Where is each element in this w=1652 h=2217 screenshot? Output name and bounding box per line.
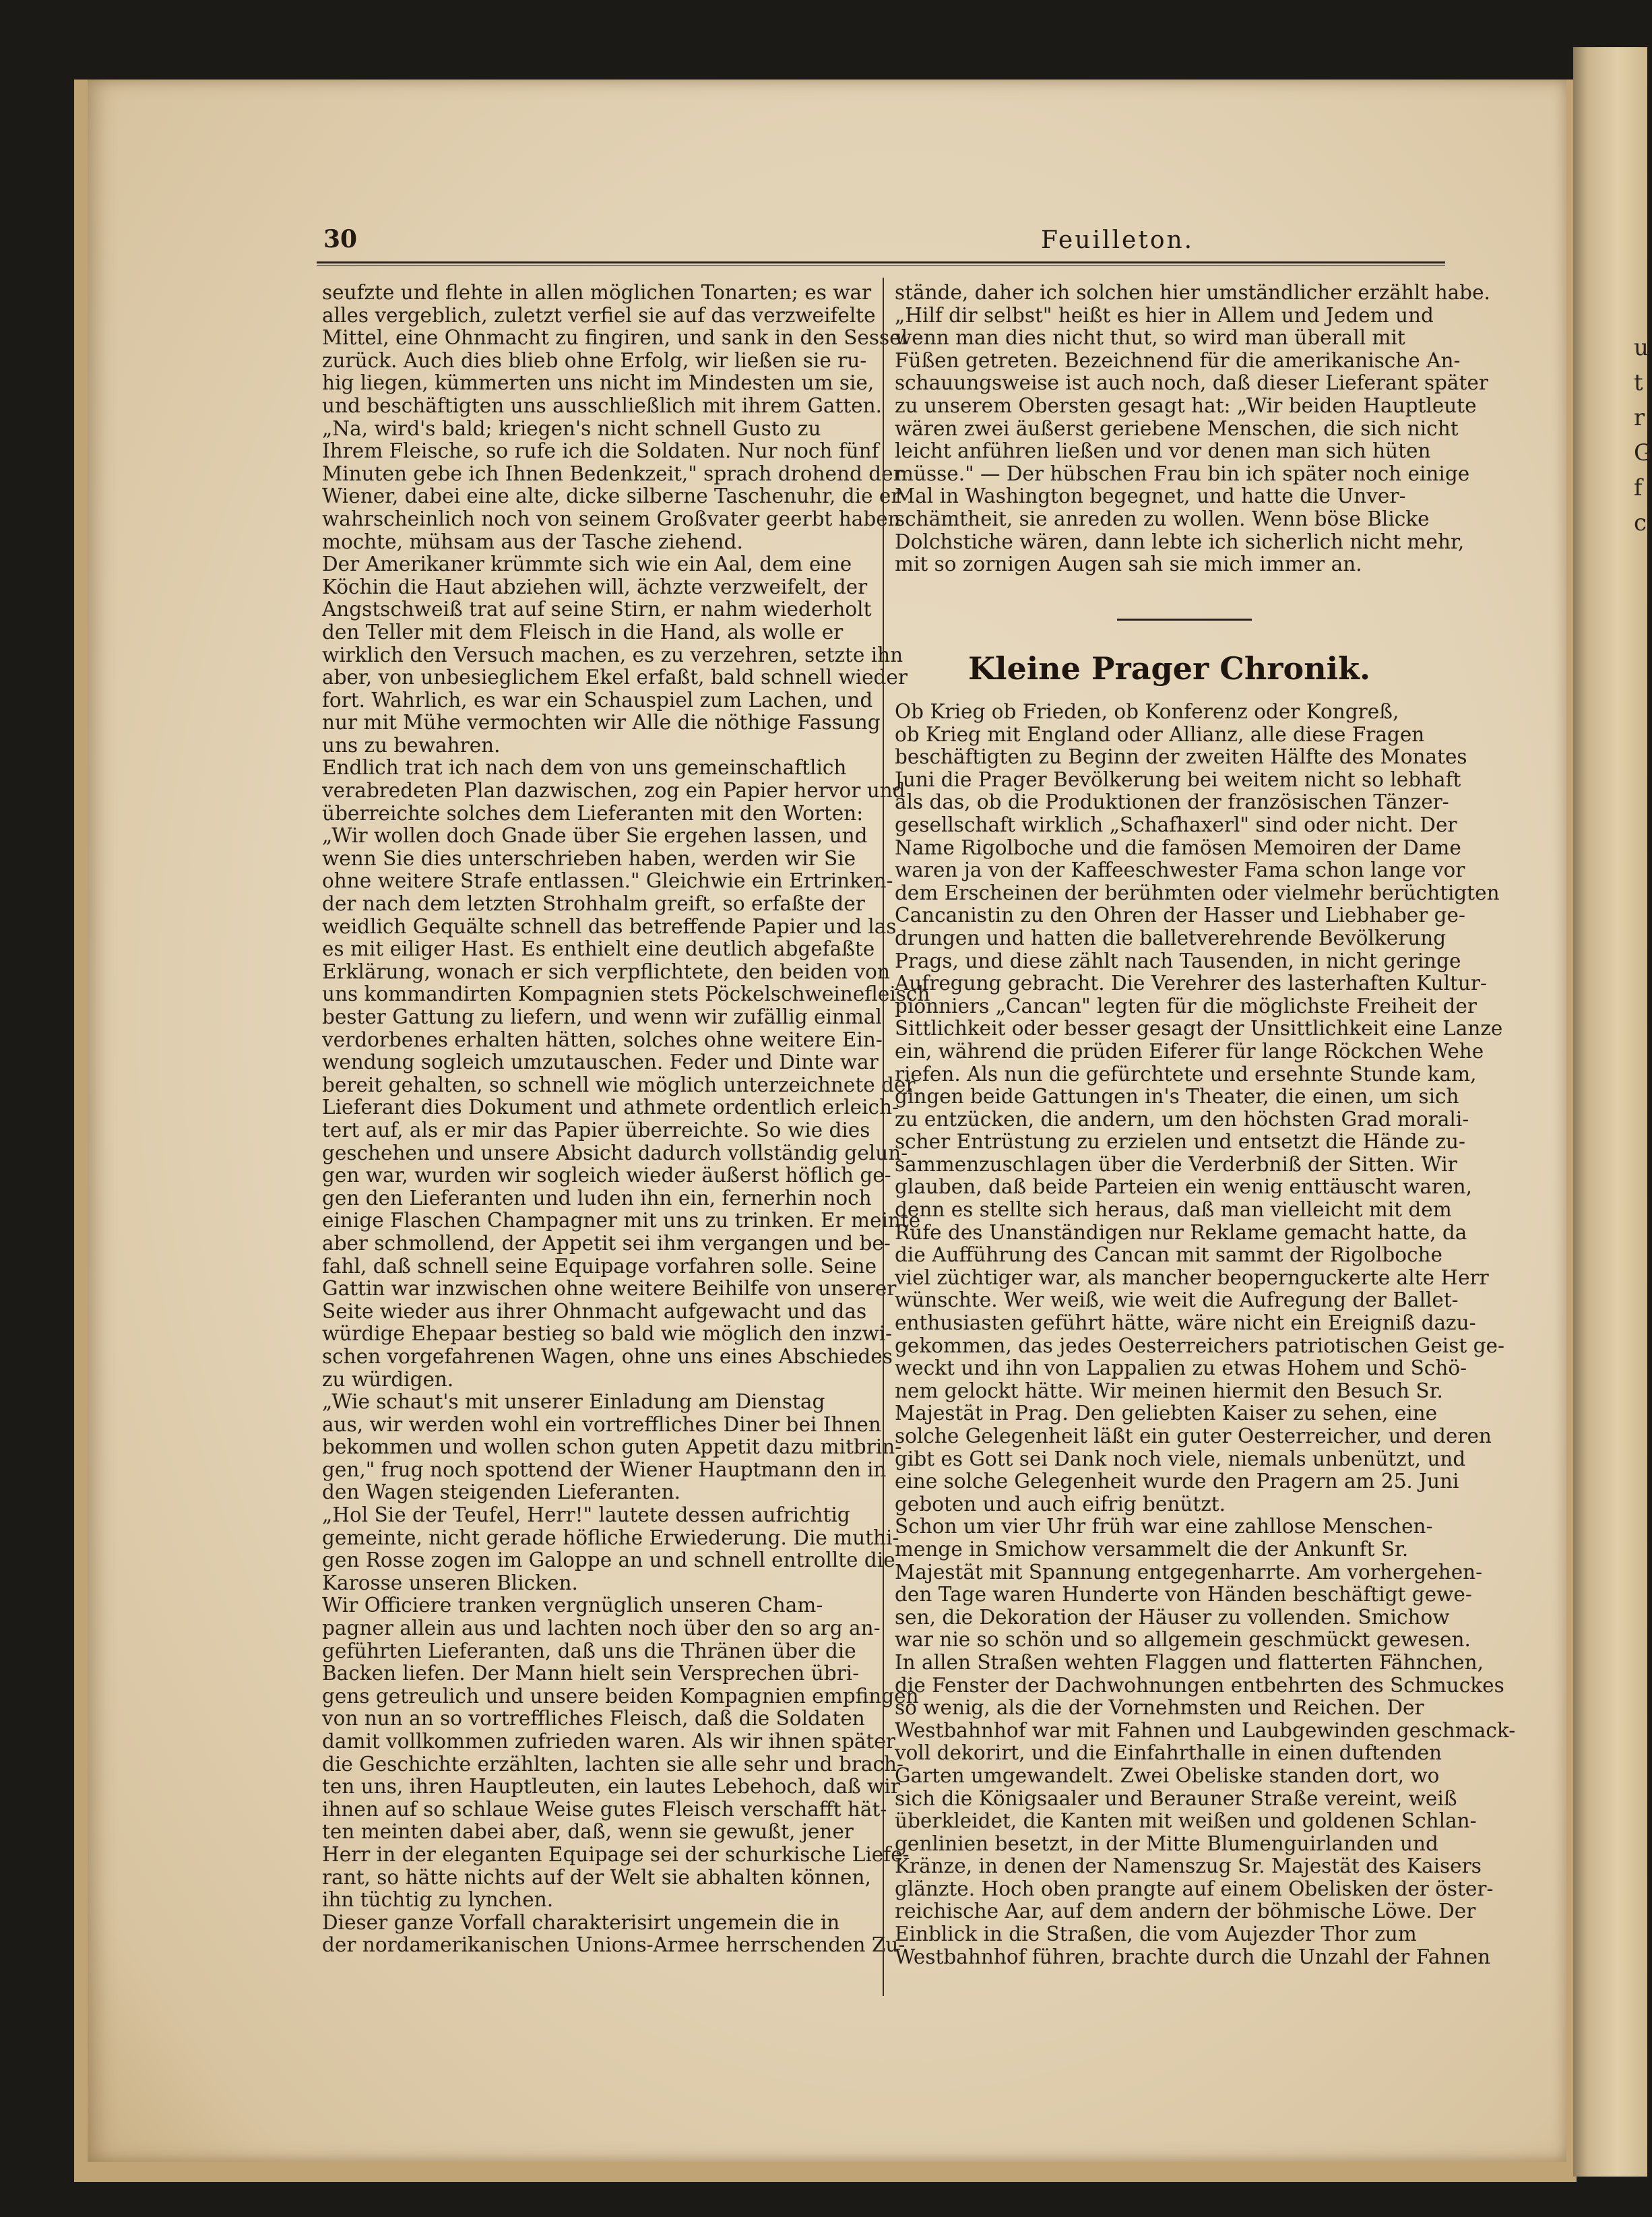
text-line: drungen und hatten die balletverehrende Bevölkerung [895,926,1447,949]
text-line: alles vergeblich, zuletzt verfiel sie auf das verzweifelte [322,303,876,327]
text-line: Seite wieder aus ihrer Ohnmacht aufgewacht und das [322,1299,867,1323]
margin-fragment: r [1634,404,1645,431]
margin-fragment: G [1634,439,1652,466]
text-line: Schon um vier Uhr früh war eine zahllose Menschen- [895,1515,1433,1538]
text-line: geführten Lieferanten, daß uns die Thränen über die [322,1639,856,1662]
text-line: gemeinte, nicht gerade höfliche Erwiederung. Die muthi- [322,1526,899,1549]
text-line: sich die Königsaaler und Berauner Straße vereint, weiß [895,1786,1457,1810]
text-line: gesellschaft wirklich „Schafhaxerl" sind oder nicht. Der [895,813,1457,836]
column-divider [883,278,884,1996]
text-line: den Teller mit dem Fleisch in die Hand, als wolle er [322,620,844,644]
text-line: aus, wir werden wohl ein vortreffliches Diner bei Ihnen [322,1412,881,1436]
text-line: Westbahnhof führen, brachte durch die Unzahl der Fahnen [895,1945,1491,1968]
text-line: Aufregung gebracht. Die Verehrer des lasterhaften Kultur- [895,972,1487,995]
text-line: Dolchstiche wären, dann lebte ich sicherlich nicht mehr, [895,530,1465,553]
text-line: Einblick in die Straßen, die vom Aujezder Thor zum [895,1923,1417,1946]
page-header [236,222,1442,263]
text-line: Ob Krieg ob Frieden, ob Konferenz oder Kongreß, [895,700,1399,723]
right-column-bottom [895,700,1516,1968]
left-column [322,281,930,1957]
text-line: eine solche Gelegenheit wurde den Pragern am 25. Juni [895,1470,1459,1493]
text-line: pagner allein aus und lachten noch über den so arg an- [322,1617,881,1640]
text-line: Juni die Prager Bevölkerung bei weitem nicht so lebhaft [895,768,1461,791]
text-line: mit so zornigen Augen sah sie mich immer an. [895,553,1362,576]
section-separator-rule [1117,619,1252,621]
text-line: ihn tüchtig zu lynchen. [322,1888,554,1912]
text-line: bereit gehalten, so schnell wie möglich unterzeichnete der [322,1073,916,1096]
text-line: weckt und ihn von Lappalien zu etwas Hohem und Schö- [895,1356,1467,1380]
text-line: sen, die Dekoration der Häuser zu vollenden. Smichow [895,1605,1450,1629]
text-line: Wiener, dabei eine alte, dicke silberne Taschenuhr, die er [322,485,901,508]
text-line: Mal in Washington begegnet, und hatte die Unver- [895,485,1406,508]
text-line: dem Erscheinen der berühmten oder vielmehr berüchtigten [895,881,1500,904]
text-line: „Na, wird's bald; kriegen's nicht schnell Gusto zu [322,416,821,440]
text-line: Garten umgewandelt. Zwei Obeliske standen dort, wo [895,1763,1440,1787]
text-line: zu entzücken, die andern, um den höchsten Grad morali- [895,1107,1469,1131]
margin-fragment: c [1634,509,1647,536]
text-line: verdorbenes erhalten hätten, solches ohne weitere Ein- [322,1028,883,1051]
text-line: nur mit Mühe vermochten wir Alle die nöthige Fassung [322,711,881,735]
text-line: Endlich trat ich nach dem von uns gemeinschaftlich [322,756,847,780]
text-line: uns zu bewahren. [322,733,501,757]
text-line: bekommen und wollen schon guten Appetit dazu mitbrin- [322,1435,902,1459]
text-line: verabredeten Plan dazwischen, zog ein Papier hervor und [322,779,906,803]
right-column-top [895,281,1490,576]
text-line: beschäftigten zu Beginn der zweiten Hälfte des Monates [895,745,1467,769]
text-line: wenn man dies nicht thut, so wird man überall mit [895,326,1405,350]
text-line: zu unserem Obersten gesagt hat: „Wir beiden Hauptleute [895,394,1477,417]
text-line: Dieser ganze Vorfall charakterisirt ungemein die in [322,1910,840,1934]
text-line: rant, so hätte nichts auf der Welt sie abhalten können, [322,1865,871,1889]
text-line: stände, daher ich solchen hier umständlicher erzählt habe. [895,281,1490,304]
text-line: pionniers „Cancan" legten für die möglichste Freiheit der [895,994,1477,1018]
margin-fragment: u [1634,334,1649,361]
text-line: glänzte. Hoch oben prangte auf einem Obelisken der öster- [895,1877,1494,1900]
text-line: „Hol Sie der Teufel, Herr!" lautete dessen aufrichtig [322,1503,850,1527]
text-line: schauungsweise ist auch noch, daß dieser Lieferant später [895,371,1488,395]
text-line: gekommen, das jedes Oesterreichers patriotischen Geist ge- [895,1334,1504,1357]
text-line: der nordamerikanischen Unions-Armee herrschenden Zu- [322,1933,906,1957]
text-line: Mittel, eine Ohnmacht zu fingiren, und sank in den Sessel [322,326,908,350]
text-line: seufzte und flehte in allen möglichen Tonarten; es war [322,281,872,304]
text-line: geschehen und unsere Absicht dadurch vollständig gelun- [322,1141,908,1164]
text-line: Name Rigolboche und die famösen Memoiren der Dame [895,836,1461,859]
text-line: überreichte solches dem Lieferanten mit den Worten: [322,801,864,825]
page-number: 30 [323,225,358,253]
text-line: Ihrem Fleische, so rufe ich die Soldaten. Nur noch fünf [322,439,879,463]
text-line: Erklärung, wonach er sich verpflichtete, den beiden von [322,960,890,983]
text-line: In allen Straßen wehten Flaggen und flatterten Fähnchen, [895,1650,1484,1674]
text-line: riefen. Als nun die gefürchtete und ersehnte Stunde kam, [895,1062,1477,1086]
text-line: nem gelockt hätte. Wir meinen hiermit den Besuch Sr. [895,1379,1443,1402]
text-line: geboten und auch eifrig benützt. [895,1492,1226,1516]
text-line: schämtheit, sie anreden zu wollen. Wenn böse Blicke [895,507,1430,530]
text-line: gen," frug noch spottend der Wiener Hauptmann den in [322,1458,887,1481]
text-line: die Geschichte erzählten, lachten sie alle sehr und brach- [322,1752,904,1776]
text-line: genlinien besetzt, in der Mitte Blumenguirlanden und [895,1832,1438,1855]
text-line: es mit eiliger Hast. Es enthielt eine deutlich abgefaßte [322,937,875,961]
text-line: fort. Wahrlich, es war ein Schauspiel zum Lachen, und [322,688,873,712]
text-line: solche Gelegenheit läßt ein guter Oesterreicher, und deren [895,1425,1492,1447]
text-line: „Wie schaut's mit unserer Einladung am Dienstag [322,1390,825,1414]
text-line: Karosse unseren Blicken. [322,1571,578,1594]
text-line: so wenig, als die der Vornehmsten und Reichen. Der [895,1696,1424,1720]
text-line: ten meinten dabei aber, daß, wenn sie gewußt, jener [322,1820,854,1844]
text-line: wahrscheinlich noch von seinem Großvater geerbt haben [322,507,901,530]
text-line: Westbahnhof war mit Fahnen und Laubgewinden geschmack- [895,1718,1516,1742]
text-line: menge in Smichow versammelt die der Ankunft Sr. [895,1537,1409,1561]
text-line: den Tage waren Hunderte von Händen beschäftigt gewe- [895,1583,1472,1606]
text-line: hig liegen, kümmerten uns nicht im Mindesten um sie, [322,371,875,395]
text-line: als das, ob die Produktionen der französischen Tänzer- [895,790,1449,814]
text-line: ein, während die prüden Eiferer für lange Röckchen Wehe [895,1039,1484,1063]
text-line: ohne weitere Strafe entlassen." Gleichwie ein Ertrinken- [322,869,893,893]
text-line: Cancanistin zu den Ohren der Hasser und Liebhaber ge- [895,904,1465,927]
text-line: die Aufführung des Cancan mit sammt der Rigolboche [895,1243,1442,1267]
text-line: müsse." — Der hübschen Frau bin ich später noch einige [895,462,1470,485]
text-line: zu würdigen. [322,1367,454,1391]
text-line: Köchin die Haut abziehen will, ächzte verzweifelt, der [322,575,868,598]
text-line: voll dekorirt, und die Einfahrthalle in einen duftenden [895,1741,1442,1765]
text-line: wenn Sie dies unterschrieben haben, werden wir Sie [322,846,856,870]
text-line: leicht anführen ließen und vor denen man sich hüten [895,439,1431,463]
text-line: wünschte. Wer weiß, wie weit die Aufregung der Ballet- [895,1288,1459,1312]
text-line: wären zwei äußerst geriebene Menschen, die sich nicht [895,416,1459,440]
text-line: aber, von unbesieglichem Ekel erfaßt, bald schnell wieder [322,666,908,689]
section-title: Kleine Prager Chronik. [967,650,1370,687]
text-line: gen den Lieferanten und luden ihn ein, fernerhin noch [322,1186,872,1210]
text-line: Angstschweiß trat auf seine Stirn, er nahm wiederholt [322,598,872,621]
text-line: Prags, und diese zählt nach Tausenden, in nicht geringe [895,949,1461,972]
text-line: gibt es Gott sei Dank noch viele, niemals unbenützt, und [895,1447,1466,1470]
text-line: aber schmollend, der Appetit sei ihm vergangen und be- [322,1231,891,1255]
text-line: Wir Officiere tranken vergnüglich unseren Cham- [322,1594,823,1617]
text-line: Majestät in Prag. Den geliebten Kaiser zu sehen, eine [895,1402,1438,1425]
margin-fragment: t [1634,369,1643,396]
text-line: gen Rosse zogen im Galoppe an und schnell entrollte die [322,1549,895,1572]
text-line: würdige Ehepaar bestieg so bald wie möglich den inzwi- [322,1322,893,1346]
text-line: damit vollkommen zufrieden waren. Als wir ihnen später [322,1730,895,1753]
text-line: waren ja von der Kaffeeschwester Fama schon lange vor [895,858,1465,882]
text-line: uns kommandirten Kompagnien stets Pöckelschweinefleisch [322,982,930,1006]
text-line: mochte, mühsam aus der Tasche ziehend. [322,530,743,553]
text-line: ihnen auf so schlaue Weise gutes Fleisch verschafft hät- [322,1797,887,1821]
text-line: scher Entrüstung zu erzielen und entsetzt die Hände zu- [895,1130,1466,1154]
text-line: Lieferant dies Dokument und athmete ordentlich erleich- [322,1096,899,1119]
text-line: wirklich den Versuch machen, es zu verzehren, setzte ihn [322,643,903,666]
text-line: schen vorgefahrenen Wagen, ohne uns eines Abschiedes [322,1344,893,1368]
text-line: Minuten gebe ich Ihnen Bedenkzeit," sprach drohend der [322,462,903,485]
text-line: ob Krieg mit England oder Allianz, alle diese Fragen [895,722,1425,746]
text-line: der nach dem letzten Strohhalm greift, so erfaßte der [322,892,865,916]
text-line: fahl, daß schnell seine Equipage vorfahren solle. Seine [322,1254,877,1278]
text-line: bester Gattung zu liefern, und wenn wir zufällig einmal [322,1005,882,1028]
facing-page-fragments [1634,330,1652,540]
text-line: Majestät mit Spannung entgegenharrte. Am vorhergehen- [895,1560,1483,1584]
text-line: gen war, wurden wir sogleich wieder äußerst höflich ge- [322,1164,891,1187]
text-line: zurück. Auch dies blieb ohne Erfolg, wir ließen sie ru- [322,348,867,372]
text-line: enthusiasten geführt hätte, wäre nicht ein Ereigniß dazu- [895,1311,1476,1335]
text-line: Gattin war inzwischen ohne weitere Beihilfe von unserer [322,1277,897,1301]
text-line: wendung sogleich umzutauschen. Feder und Dinte war [322,1051,879,1074]
text-line: Füßen getreten. Bezeichnend für die amerikanische An- [895,348,1461,372]
text-line: sammenzuschlagen über die Verderbniß der Sitten. Wir [895,1152,1457,1176]
text-line: einige Flaschen Champagner mit uns zu trinken. Er meinte [322,1209,921,1232]
text-line: und beschäftigten uns ausschließlich mit ihrem Gatten. [322,394,883,417]
facing-page-edge [1573,47,1652,2177]
text-line: tert auf, als er mir das Papier überreichte. So wie dies [322,1118,870,1142]
text-line: Backen liefen. Der Mann hielt sein Versprechen übri- [322,1662,860,1685]
text-line: gingen beide Gattungen in's Theater, die einen, um sich [895,1085,1459,1108]
text-line: Herr in der eleganten Equipage sei der schurkische Liefe- [322,1842,910,1866]
text-line: glauben, daß beide Parteien ein wenig enttäuscht waren, [895,1175,1472,1199]
text-line: „Wir wollen doch Gnade über Sie ergehen lassen, und [322,824,868,848]
text-line: Kränze, in denen der Namenszug Sr. Majestät des Kaisers [895,1854,1482,1878]
text-line: war nie so schön und so allgemein geschmückt gewesen. [895,1628,1471,1652]
text-line: ten uns, ihren Hauptleuten, ein lautes Lebehoch, daß wir [322,1775,900,1799]
text-line: überkleidet, die Kanten mit weißen und goldenen Schlan- [895,1809,1477,1833]
text-line: denn es stellte sich heraus, daß man vielleicht mit dem [895,1198,1452,1222]
text-line: Der Amerikaner krümmte sich wie ein Aal, dem eine [322,553,852,576]
text-line: den Wagen steigenden Lieferanten. [322,1480,680,1504]
text-line: „Hilf dir selbst" heißt es hier in Allem und Jedem und [895,303,1434,327]
text-line: Rufe des Unanständigen nur Reklame gemacht hatte, da [895,1220,1467,1244]
margin-fragment: f [1634,474,1643,501]
text-line: die Fenster der Dachwohnungen entbehrten des Schmuckes [895,1673,1504,1697]
text-line: gens getreulich und unsere beiden Kompagnien empfingen [322,1684,919,1708]
text-line: von nun an so vortreffliches Fleisch, daß die Soldaten [322,1707,865,1730]
text-line: Sittlichkeit oder besser gesagt der Unsittlichkeit eine Lanze [895,1017,1503,1040]
running-head: Feuilleton. [1041,226,1195,254]
text-line: reichische Aar, auf dem andern der böhmische Löwe. Der [895,1900,1476,1923]
text-line: weidlich Gequälte schnell das betreffende Papier und las [322,914,897,938]
text-line: viel züchtiger war, als mancher beopernguckerte alte Herr [895,1266,1489,1289]
header-rule [317,261,1445,263]
